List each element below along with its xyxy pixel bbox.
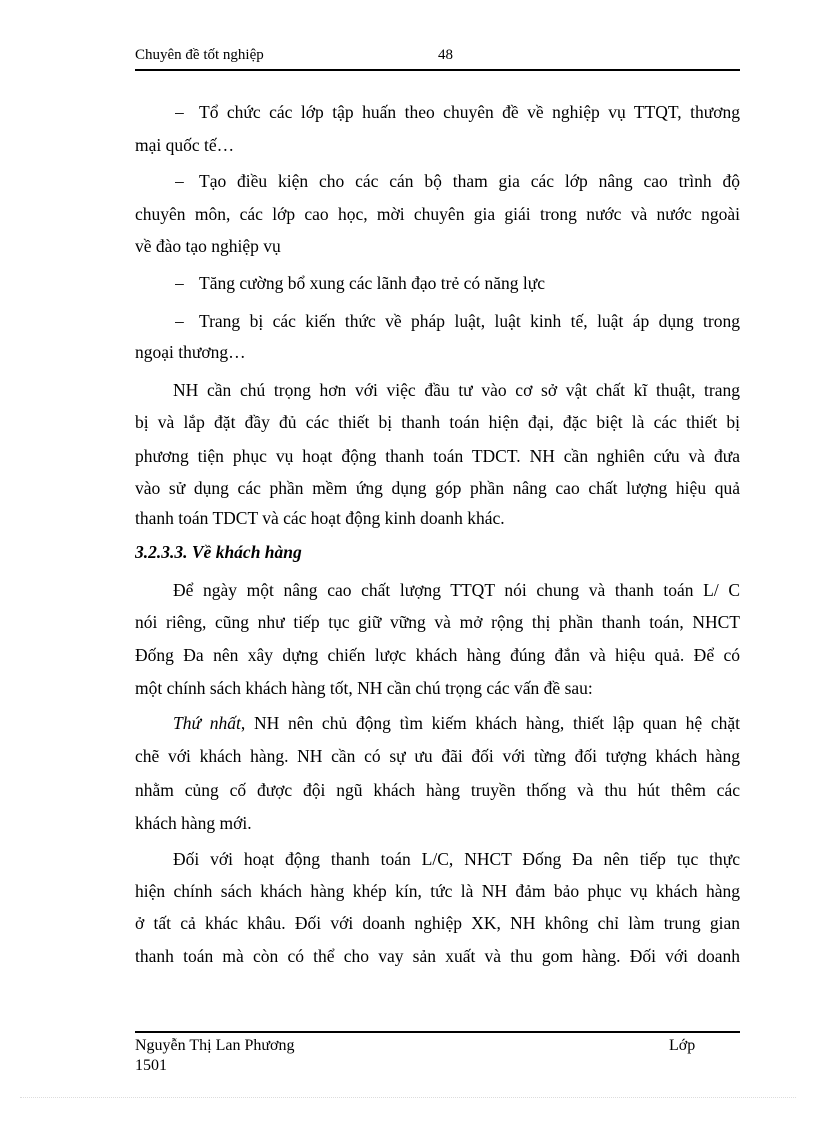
footer-author: Nguyễn Thị Lan Phương [135,1037,295,1054]
bullet-line: ngoại thương… [135,342,246,362]
paragraph-line: phương tiện phục vụ hoạt động thanh toán TDCT. NH cần nghiên cứu và đưa [135,446,740,466]
footer-class-label: Lớp [669,1037,696,1054]
bullet-line: – Tăng cường bổ xung các lãnh đạo trẻ có năng lực [175,273,546,293]
paragraph-line: khách hàng mới. [135,813,252,833]
bullet-line: – Tạo điều kiện cho các cán bộ tham gia các lớp nâng cao trình độ [175,171,740,191]
section-heading: 3.2.3.3. Về khách hàng [135,542,302,562]
footer-rule [135,1031,740,1033]
paragraph-line: một chính sách khách hàng tốt, NH cần chú trọng các vấn đề sau: [135,678,593,698]
paragraph-line: NH cần chú trọng hơn với việc đầu tư vào cơ sở vật chất kĩ thuật, trang [173,380,740,400]
bullet-line: – Trang bị các kiến thức về pháp luật, luật kinh tế, luật áp dụng trong [175,311,740,331]
paragraph-line: Thứ nhất, NH nên chủ động tìm kiếm khách hàng, thiết lập quan hệ chặt [173,713,740,733]
paragraph-line: vào sử dụng các phần mềm ứng dụng góp phần nâng cao chất lượng hiệu quả [135,478,740,498]
paragraph-line: Đống Đa nên xây dựng chiến lược khách hàng đúng đắn và hiệu quả. Để có [135,645,740,665]
paragraph-line: ở tất cả khác khâu. Đối với doanh nghiệp XK, NH không chỉ làm trung gian [135,913,740,933]
page-edge [20,1097,796,1098]
paragraph-line: Đối với hoạt động thanh toán L/C, NHCT Đống Đa nên tiếp tục thực [173,849,740,869]
footer-class-number: 1501 [135,1057,167,1074]
bullet-line: chuyên môn, các lớp cao học, mời chuyên gia giái trong nước và nước ngoài [135,204,740,224]
header-rule [135,69,740,71]
bullet-line: mại quốc tế… [135,135,235,155]
paragraph-line: hiện chính sách khách hàng khép kín, tức là NH đảm bảo phục vụ khách hàng [135,881,740,901]
bullet-line: – Tổ chức các lớp tập huấn theo chuyên đề về nghiệp vụ TTQT, thương [175,102,740,122]
page-number: 48 [438,47,453,63]
paragraph-line: chẽ với khách hàng. NH cần có sự ưu đãi đối với từng đối tượng khách hàng [135,746,740,766]
bullet-line: về đào tạo nghiệp vụ [135,236,281,256]
paragraph-line: nhằm củng cố được đội ngũ khách hàng truyền thống và thu hút thêm các [135,780,740,800]
header-title: Chuyên đề tốt nghiệp [135,47,264,63]
paragraph-line: thanh toán TDCT và các hoạt động kinh doanh khác. [135,508,505,528]
paragraph-line: nói riêng, cũng như tiếp tục giữ vững và mở rộng thị phần thanh toán, NHCT [135,612,740,632]
paragraph-line: bị và lắp đặt đầy đủ các thiết bị thanh toán hiện đại, đặc biệt là các thiết bị [135,412,740,432]
paragraph-line: thanh toán mà còn có thể cho vay sản xuất và thu gom hàng. Đối với doanh [135,946,740,966]
paragraph-line: Để ngày một nâng cao chất lượng TTQT nói chung và thanh toán L/ C [173,580,740,600]
